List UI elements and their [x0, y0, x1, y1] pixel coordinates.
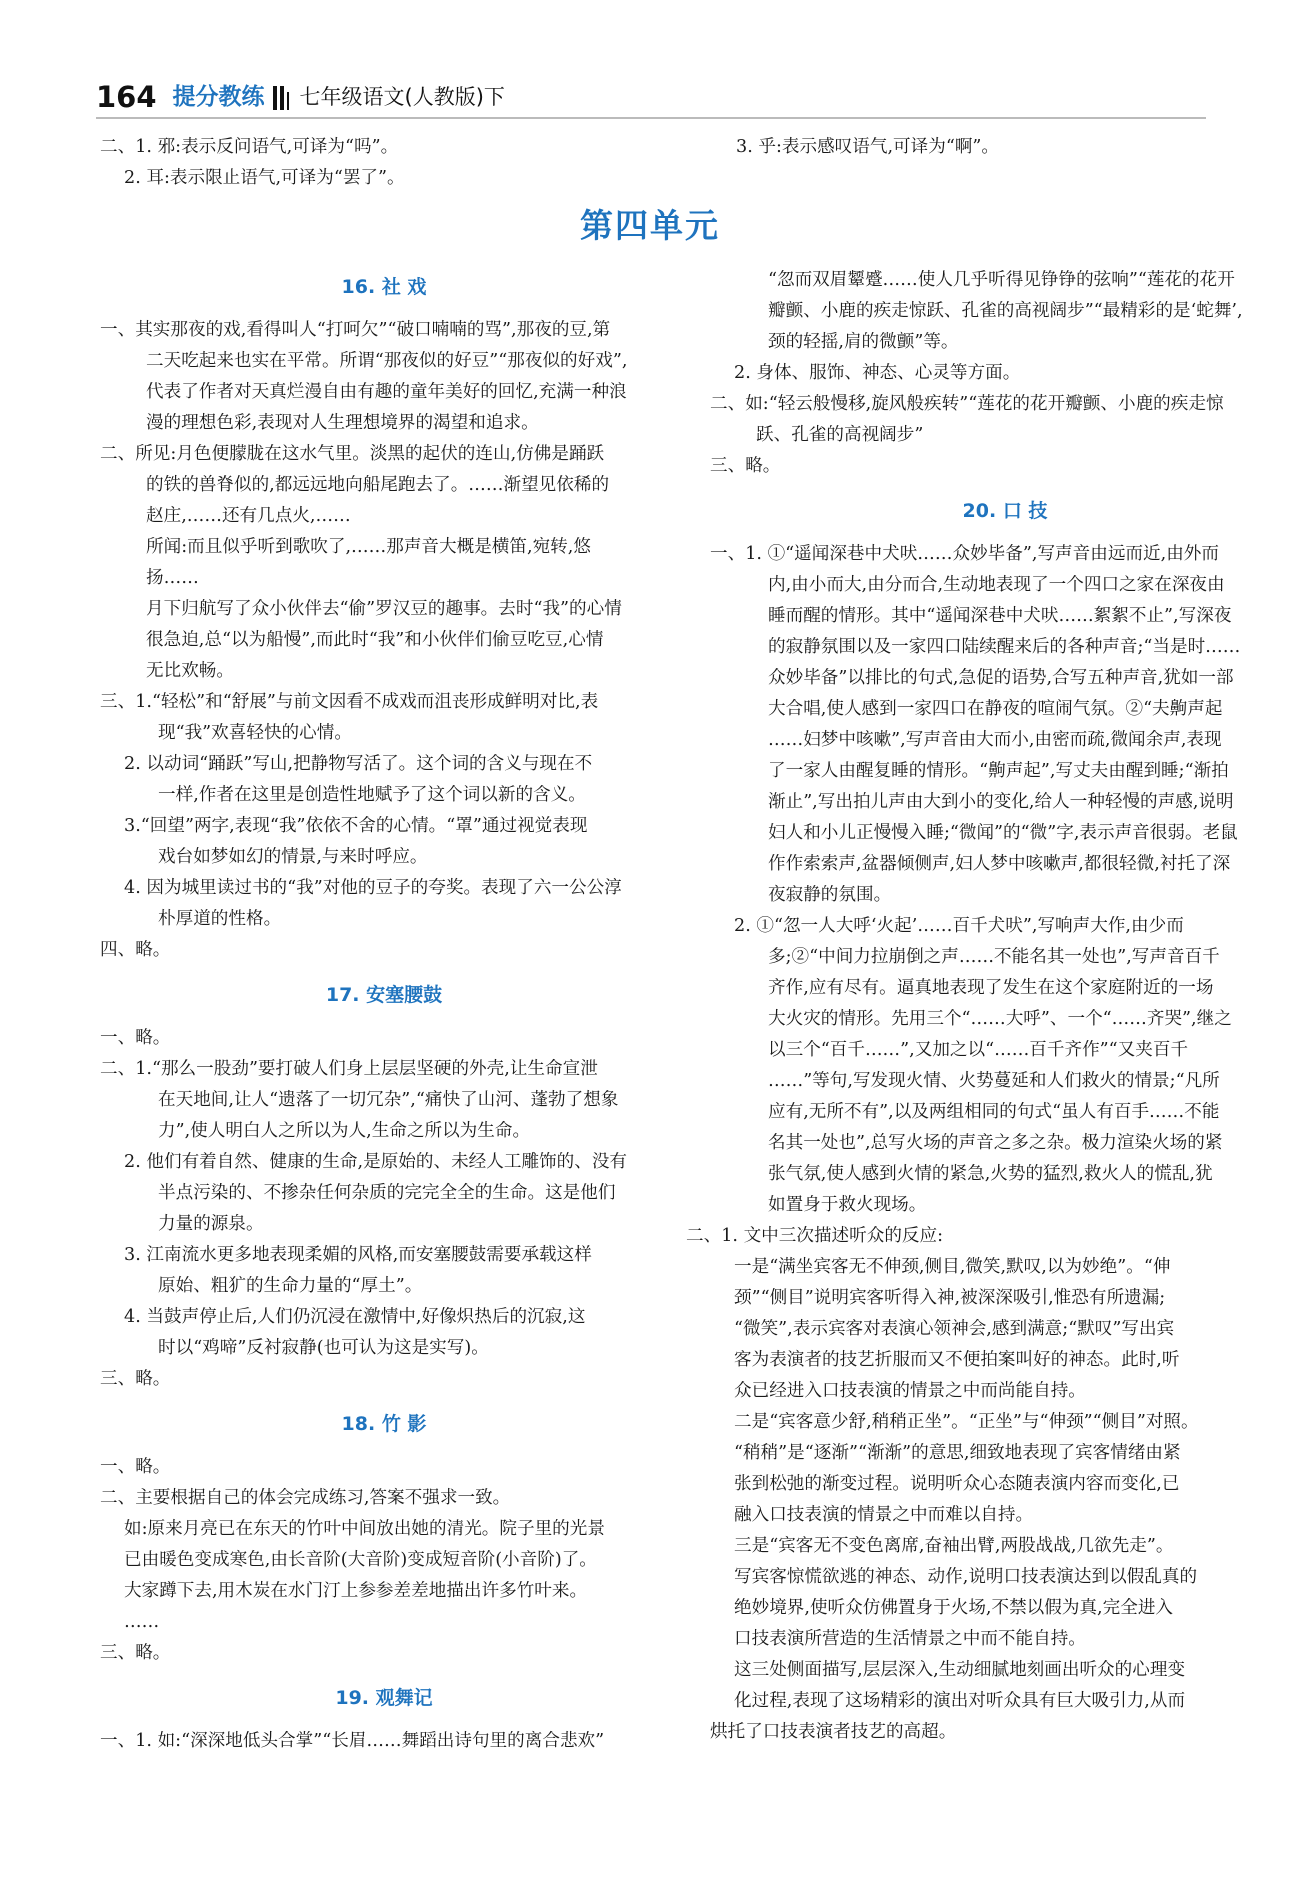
- text-line: 众妙毕备”以排比的句式,急促的语势,合写五种声音,犹如一部: [768, 668, 1234, 688]
- text-line: 一、其实那夜的戏,看得叫人“打呵欠”“破口喃喃的骂”,那夜的豆,第: [100, 320, 611, 340]
- text-line: 绝妙境界,使听众仿佛置身于火场,不禁以假为真,完全进入: [734, 1598, 1174, 1618]
- text-line: 月下归航写了众小伙伴去“偷”罗汉豆的趣事。去时“我”的心情: [146, 599, 622, 619]
- section-title-17: 17. 安塞腰鼓: [325, 984, 443, 1006]
- text-line: 三、略。: [100, 1369, 171, 1389]
- page-header: [96, 70, 505, 114]
- text-line: 半点污染的、不掺杂任何杂质的完完全全的生命。这是他们: [158, 1183, 616, 1203]
- text-line: 应有,无所不有”,以及两组相同的句式“虽人有百手……不能: [768, 1102, 1220, 1122]
- text-line: 2. 身体、服饰、神态、心灵等方面。: [734, 363, 1021, 383]
- top-left-block: [100, 132, 668, 194]
- text-line: 二、1. 邪:表示反问语气,可译为“吗”。: [100, 137, 399, 157]
- text-line: 4. 当鼓声停止后,人们仍沉浸在激情中,好像炽热后的沉寂,这: [124, 1307, 586, 1327]
- text-line: 化过程,表现了这场精彩的演出对听众具有巨大吸引力,从而: [734, 1691, 1186, 1711]
- left-column: [100, 272, 668, 1757]
- text-line: 大火灾的情形。先用三个“……大呼”、一个“……齐哭”,继之: [768, 1009, 1232, 1029]
- text-line: 张到松弛的渐变过程。说明听众心态随表演内容而变化,已: [734, 1474, 1180, 1494]
- text-line: 时以“鸡啼”反衬寂静(也可认为这是实写)。: [158, 1338, 489, 1358]
- text-line: 三、略。: [710, 456, 781, 476]
- text-line: 瓣颤、小鹿的疾走惊跃、孔雀的高视阔步”“最精彩的是‘蛇舞’,: [768, 301, 1243, 321]
- text-line: ……: [124, 1612, 160, 1632]
- text-line: 齐作,应有尽有。逼真地表现了发生在这个家庭附近的一场: [768, 978, 1214, 998]
- text-line: 一、略。: [100, 1457, 171, 1477]
- text-line: 二天吃起来也实在平常。所谓“那夜似的好豆”“那夜似的好戏”,: [146, 351, 628, 371]
- text-line: 一、略。: [100, 1028, 171, 1048]
- text-line: 二、1. 文中三次描述听众的反应:: [686, 1226, 944, 1246]
- text-line: 众已经进入口技表演的情景之中而尚能自持。: [734, 1381, 1086, 1401]
- text-line: 如置身于救火现场。: [768, 1195, 927, 1215]
- text-line: 名其一处也”,总写火场的声音之多之杂。极力渲染火场的紧: [768, 1133, 1223, 1153]
- text-line: 如:原来月亮已在东天的竹叶中间放出她的清光。院子里的光景: [124, 1519, 605, 1539]
- text-line: 赵庄,……还有几点火,……: [146, 506, 351, 526]
- text-line: 写宾客惊慌欲逃的神态、动作,说明口技表演达到以假乱真的: [734, 1567, 1198, 1587]
- unit-title: 第四单元: [580, 206, 720, 245]
- text-line: 力”,使人明白人之所以为人,生命之所以为生命。: [158, 1121, 531, 1141]
- text-line: ……”等句,写发现火情、火势蔓延和人们救火的情景;“凡所: [768, 1071, 1220, 1091]
- text-line: 3.“回望”两字,表现“我”依依不舍的心情。“罩”通过视觉表现: [124, 816, 588, 836]
- section-title-20: 20. 口 技: [962, 500, 1048, 522]
- text-line: 二、1.“那么一股劲”要打破人们身上层层坚硬的外壳,让生命宣泄: [100, 1059, 598, 1079]
- text-line: ……妇梦中咳嗽”,写声音由大而小,由密而疏,微闻余声,表现: [768, 730, 1222, 750]
- text-line: 这三处侧面描写,层层深入,生动细腻地刻画出听众的心理变: [734, 1660, 1186, 1680]
- text-line: 了一家人由醒复睡的情形。“齁声起”,写丈夫由醒到睡;“渐拍: [768, 761, 1229, 781]
- text-line: 作作索索声,盆器倾侧声,妇人梦中咳嗽声,都很轻微,衬托了深: [768, 854, 1231, 874]
- text-line: 二、所见:月色便朦胧在这水气里。淡黑的起伏的连山,仿佛是踊跃: [100, 444, 605, 464]
- text-line: 二、主要根据自己的体会完成练习,答案不强求一致。: [100, 1488, 511, 1508]
- text-line: 三、1.“轻松”和“舒展”与前文因看不成戏而沮丧形成鲜明对比,表: [100, 692, 599, 712]
- text-line: 多;②“中间力拉崩倒之声……不能名其一处也”,写声音百千: [768, 947, 1220, 967]
- text-line: 原始、粗犷的生命力量的“厚土”。: [158, 1276, 423, 1296]
- separator-bars-icon: [273, 84, 292, 110]
- text-line: 2. 他们有着自然、健康的生命,是原始的、未经人工雕饰的、没有: [124, 1152, 628, 1172]
- text-line: 在天地间,让人“遗落了一切冗杂”,“痛快了山河、蓬勃了想象: [158, 1090, 619, 1110]
- text-line: 二、如:“轻云般慢移,旋风般疾转”“莲花的花开瓣颤、小鹿的疾走惊: [710, 394, 1224, 414]
- text-line: 的铁的兽脊似的,都远远地向船尾跑去了。……渐望见依稀的: [146, 475, 610, 495]
- text-line: 戏台如梦如幻的情景,与来时呼应。: [158, 847, 428, 867]
- text-line: 二是“宾客意少舒,稍稍正坐”。“正坐”与“伸颈”“侧目”对照。: [734, 1412, 1199, 1432]
- page-number: 164: [96, 80, 157, 114]
- text-line: “微笑”,表示宾客对表演心领神会,感到满意;“默叹”写出宾: [734, 1319, 1175, 1339]
- text-line: 颈”“侧目”说明宾客听得入神,被深深吸引,惟恐有所遗漏;: [734, 1288, 1166, 1308]
- text-line: 烘托了口技表演者技艺的高超。: [710, 1722, 957, 1742]
- book-subtitle: 七年级语文(人教版)下: [299, 85, 505, 109]
- text-line: 一样,作者在这里是创造性地赋予了这个词以新的含义。: [158, 785, 586, 805]
- text-line: 3. 乎:表示感叹语气,可译为“啊”。: [736, 137, 1000, 157]
- text-line: 融入口技表演的情景之中而难以自持。: [734, 1505, 1034, 1525]
- header-divider: [96, 117, 1206, 119]
- text-line: 所闻:而且似乎听到歌吹了,……那声音大概是横笛,宛转,悠: [146, 537, 591, 557]
- text-line: 现“我”欢喜轻快的心情。: [158, 723, 352, 743]
- text-line: 3. 江南流水更多地表现柔媚的风格,而安塞腰鼓需要承载这样: [124, 1245, 592, 1265]
- text-line: 代表了作者对天真烂漫自由有趣的童年美好的回忆,充满一种浪: [146, 382, 627, 402]
- book-brand: 提分教练: [172, 84, 265, 110]
- text-line: 三是“宾客无不变色离席,奋袖出臂,两股战战,几欲先走”。: [734, 1536, 1174, 1556]
- text-line: 很急迫,总“以为船慢”,而此时“我”和小伙伴们偷豆吃豆,心情: [146, 630, 604, 650]
- text-line: 力量的源泉。: [158, 1214, 264, 1234]
- text-line: 一、1. 如:“深深地低头合掌”“长眉……舞蹈出诗句里的离合悲欢”: [100, 1731, 605, 1751]
- text-line: 夜寂静的氛围。: [768, 885, 892, 905]
- text-line: 渐止”,写出拍儿声由大到小的变化,给人一种轻慢的声感,说明: [768, 792, 1234, 812]
- text-line: 2. 耳:表示限止语气,可译为“罢了”。: [124, 168, 405, 188]
- text-line: 无比欢畅。: [146, 661, 234, 681]
- text-line: 2. ①“忽一人大呼‘火起’……百千犬吠”,写响声大作,由少而: [734, 916, 1184, 936]
- text-line: 大家蹲下去,用木炭在水门汀上参参差差地描出许多竹叶来。: [124, 1581, 588, 1601]
- text-line: 一是“满坐宾客无不伸颈,侧目,微笑,默叹,以为妙绝”。“伸: [734, 1257, 1171, 1277]
- text-line: 已由暖色变成寒色,由长音阶(大音阶)变成短音阶(小音阶)了。: [124, 1550, 597, 1570]
- text-line: 张气氛,使人感到火情的紧急,火势的猛烈,救火人的慌乱,犹: [768, 1164, 1213, 1184]
- text-line: “稍稍”是“逐渐”“渐渐”的意思,细致地表现了宾客情绪由紧: [734, 1443, 1181, 1463]
- text-line: 的寂静氛围以及一家四口陆续醒来后的各种声音;“当是时……: [768, 637, 1241, 657]
- text-line: 漫的理想色彩,表现对人生理想境界的渴望和追求。: [146, 413, 539, 433]
- text-line: 扬……: [146, 568, 199, 588]
- text-line: 四、略。: [100, 940, 171, 960]
- text-line: 以三个“百千……”,又加之以“……百千齐作”“又夹百千: [768, 1040, 1189, 1060]
- text-line: 内,由小而大,由分而合,生动地表现了一个四口之家在深夜由: [768, 575, 1225, 595]
- text-line: 大合唱,使人感到一家四口在静夜的喧闹气氛。②“夫齁声起: [768, 699, 1223, 719]
- text-line: 睡而醒的情形。其中“遥闻深巷中犬吠……絮絮不止”,写深夜: [768, 606, 1232, 626]
- text-line: 跃、孔雀的高视阔步”: [756, 425, 924, 445]
- text-line: “忽而双眉颦蹙……使人几乎听得见铮铮的弦响”“莲花的花开: [768, 270, 1235, 290]
- top-right-block: [736, 132, 1300, 163]
- text-line: 一、1. ①“遥闻深巷中犬吠……众妙毕备”,写声音由远而近,由外而: [710, 544, 1219, 564]
- text-line: 三、略。: [100, 1643, 171, 1663]
- text-line: 4. 因为城里读过书的“我”对他的豆子的夸奖。表现了六一公公淳: [124, 878, 622, 898]
- text-line: 客为表演者的技艺折服而又不便拍案叫好的神态。此时,听: [734, 1350, 1180, 1370]
- text-line: 朴厚道的性格。: [158, 909, 282, 929]
- text-line: 口技表演所营造的生活情景之中而不能自持。: [734, 1629, 1086, 1649]
- right-column: [686, 265, 1300, 1748]
- section-title-19: 19. 观舞记: [335, 1687, 433, 1709]
- text-line: 2. 以动词“踊跃”写山,把静物写活了。这个词的含义与现在不: [124, 754, 593, 774]
- section-title-16: 16. 社 戏: [341, 276, 427, 298]
- text-line: 妇人和小儿正慢慢入睡;“微闻”的“微”字,表示声音很弱。老鼠: [768, 823, 1238, 843]
- section-title-18: 18. 竹 影: [341, 1413, 427, 1435]
- text-line: 颈的轻摇,肩的微颤”等。: [768, 332, 959, 352]
